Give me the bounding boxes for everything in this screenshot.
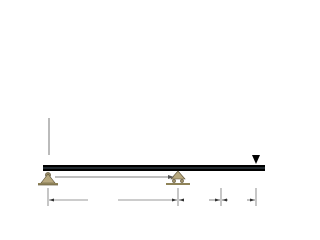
point-load-arrow [252,126,260,164]
beam-diagram [0,110,287,209]
dimension-8ft [222,199,255,202]
pin-support-left [38,172,58,185]
dimension-12ft [49,199,177,202]
dimension-4ft [179,199,220,202]
